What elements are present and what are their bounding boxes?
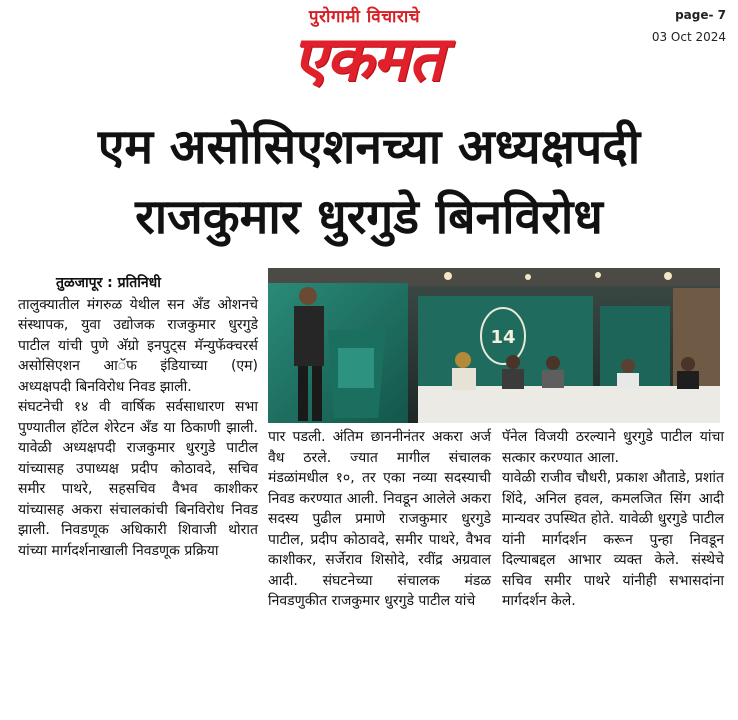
article-paragraph: पॅनेल विजयी ठरल्याने धुरगुडे पाटील यांचा सत्कार करण्यात आला. bbox=[502, 429, 724, 466]
article-paragraph: यावेळी राजीव चौधरी, प्रकाश औताडे, प्रशांत शिंदे, अनिल हवल, कमलजित सिंग आदी मान्यवर उपस्थित होते. यावेळी धुरगुडे पाटील यांनी मार्गदर्शन करून पुन्हा निवडून दिल्याबद्दल आभार व्यक्त केले. संस्थेचे सचिव समीर पाथरे यांनीही सभासदांना मार्गदर्शन केले. bbox=[502, 470, 724, 609]
article-column-3 bbox=[502, 427, 724, 612]
article-dateline: तुळजापूर : प्रतिनिधी bbox=[56, 275, 161, 291]
article-paragraph: संघटनेची १४ वी वार्षिक सर्वसाधारण सभा पुण्यातील हॉटेल शेरेटन अँड या ठिकाणी झाली. यावेळी अध्यक्षपदी राजकुमार धुरगुडे पाटील यांच्यासह उपाध्यक्ष प्रदीप कोठावदे, सचिव समीर पाथरे, सहसचिव वैभव काशीकर यांच्यासह अकरा संचालकांची बिनविरोध निवड झाली. निवडणूक अधिकारी शिवाजी थोरात यांच्या मार्गदर्शनाखाली निवडणूक प्रक्रिया bbox=[18, 399, 258, 559]
headline-line-2: राजकुमार धुरगुडे बिनविरोध bbox=[135, 189, 603, 245]
article-column-2 bbox=[268, 427, 491, 612]
headline-line-1: एम असोसिएशनच्या अध्यक्षपदी bbox=[97, 119, 641, 175]
masthead bbox=[0, 0, 738, 112]
page-number: page- 7 bbox=[675, 8, 726, 22]
newspaper-logo: एकमत bbox=[292, 22, 443, 95]
article-paragraph: तालुक्यातील मंगरुळ येथील सन अँड ओशनचे संस्थापक, युवा उद्योजक राजकुमार धुरगुडे पाटील यांची पुणे अ‍ॅग्रो इनपुट्स मॅन्युफॅक्चरर्स असोसिएशन आॅफ इंडियाच्या (एम) अध्यक्षपदी बिनविरोध निवड झाली. bbox=[18, 296, 258, 395]
event-photo-illustration bbox=[268, 268, 720, 423]
edition-date: 03 Oct 2024 bbox=[651, 30, 726, 44]
stage-backdrop-number: 14 bbox=[490, 327, 516, 348]
event-photo bbox=[268, 268, 720, 423]
masthead-tagline: पुरोगामी विचाराचे bbox=[308, 7, 421, 27]
article-paragraph: पार पडली. अंतिम छाननीनंतर अकरा अर्ज वैध ठरले. ज्यात मागील संचालक मंडळांमधील १०, तर एका नव्या सदस्याची निवड करण्यात आली. निवडून आलेले अकरा सदस्य पुढील प्रमाणे राजकुमार धुरगुडे पाटील, प्रदीप कोठावदे, समीर पाथरे, वैभव काशीकर, सर्जेराव शिसोदे, रवींद्र अग्रवाल आदी. संघटनेच्या संचालक मंडळ निवडणुकीत राजकुमार धुरगुडे पाटील यांचे bbox=[268, 429, 491, 609]
article-column-1 bbox=[18, 273, 258, 561]
article-headline bbox=[0, 112, 738, 252]
